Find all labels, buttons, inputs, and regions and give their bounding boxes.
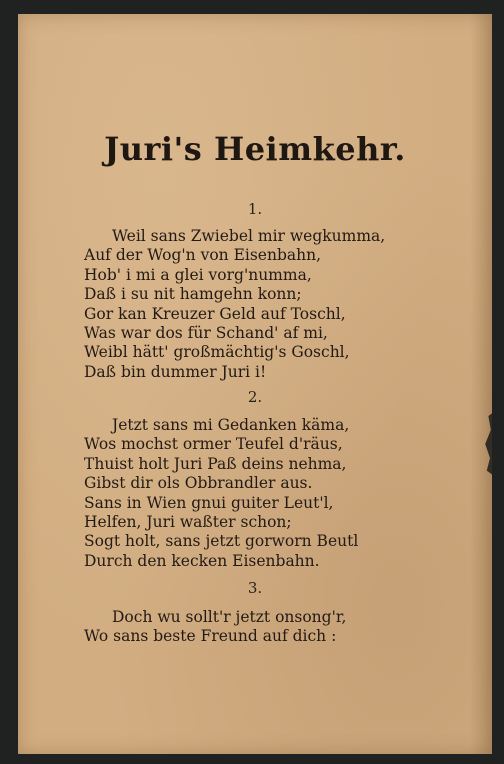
stanza-number: 2. [247, 388, 263, 406]
verse-line: Thuist holt Juri Paß deins nehma, [84, 454, 347, 473]
verse-line: Sans in Wien gnui guiter Leut'l, [84, 493, 334, 512]
stanza-3 [84, 608, 424, 647]
verse-line: Gor kan Kreuzer Geld auf Toschl, [84, 304, 346, 323]
verse-line: Doch wu sollt'r jetzt onsong'r, [112, 608, 347, 626]
stanza-1 [84, 227, 424, 382]
verse-line: Jetzt sans mi Gedanken käma, [112, 416, 350, 434]
verse-line: Sogt holt, sans jetzt gorworn Beutl [84, 532, 359, 551]
verse-line: Daß i su nit hamgehn konn; [84, 285, 302, 304]
stanza-2 [84, 416, 424, 571]
verse-line: Wos mochst ormer Teufel d'räus, [84, 435, 343, 454]
verse-line: Helfen, Juri waßter schon; [84, 513, 292, 532]
stanza-number: 3. [247, 579, 263, 597]
verse-line: Durch den kecken Eisenbahn. [84, 551, 320, 570]
song-title: Juri's Heimkehr. [104, 130, 406, 168]
torn-edge [482, 409, 498, 479]
verse-line: Daß bin dummer Juri i! [84, 362, 267, 381]
verse-line: Was war dos für Schand' af mi, [84, 324, 328, 343]
verse-line: Weibl hätt' großmächtig's Goschl, [84, 343, 350, 362]
verse-line: Wo sans beste Freund auf dich : [84, 627, 337, 646]
verse-line: Auf der Wog'n von Eisenbahn, [84, 246, 322, 265]
verse-line: Weil sans Zwiebel mir wegkumma, [112, 227, 386, 245]
stanza-number: 1. [247, 200, 263, 218]
song-sheet [18, 14, 492, 754]
verse-line: Gibst dir ols Obbrandler aus. [84, 474, 313, 493]
verse-line: Hob' i mi a glei vorg'numma, [84, 265, 312, 284]
